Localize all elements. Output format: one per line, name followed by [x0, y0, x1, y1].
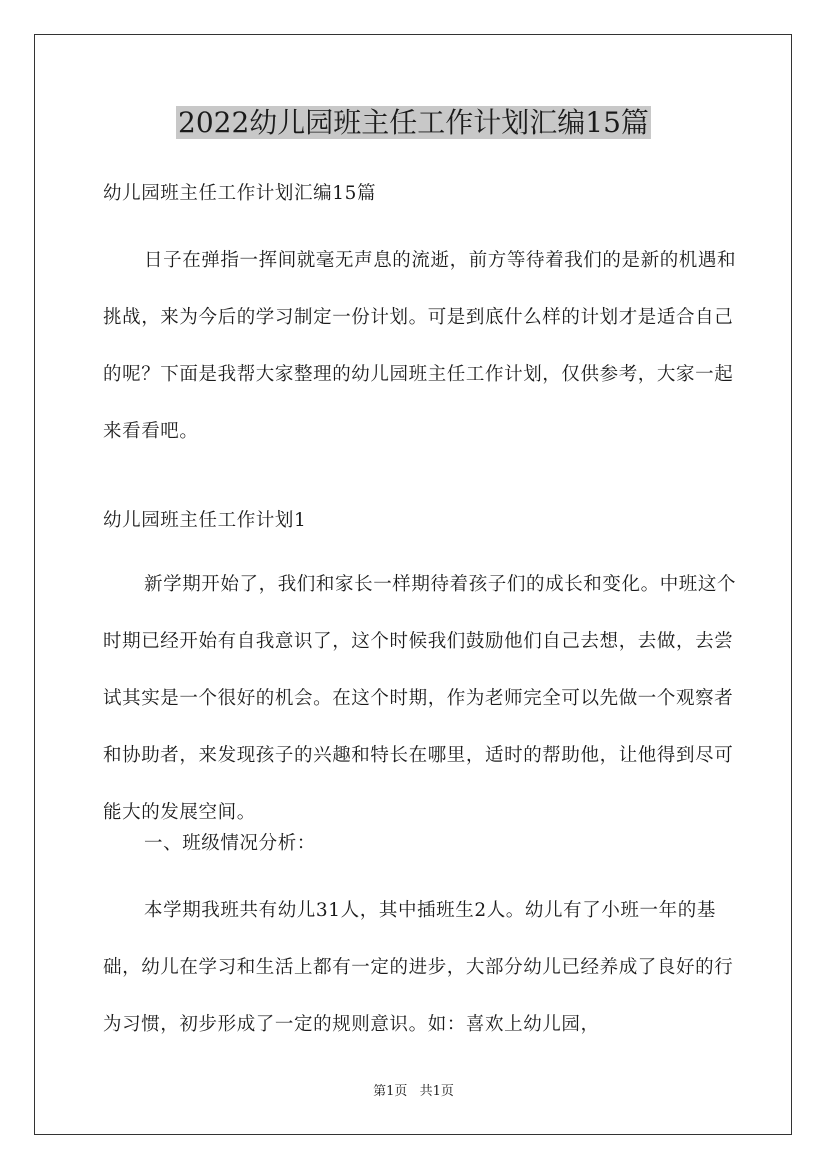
page-number: 第1页 [373, 1084, 408, 1099]
intro-paragraph: 日子在弹指一挥间就毫无声息的流逝，前方等待着我们的是新的机遇和挑战，来为今后的学习制定一份计划。可是到底什么样的计划才是适合自己的呢？下面是我帮大家整理的幼儿园班主任工作计划，仅供参考，大家一起来看看吧。 [103, 250, 737, 442]
page-total: 共1页 [419, 1084, 454, 1099]
document-subtitle: 幼儿园班主任工作计划汇编15篇 [103, 183, 377, 204]
document-title [0, 103, 827, 143]
outline-heading: 一、班级情况分析： [144, 833, 316, 854]
document-title-text: 2022幼儿园班主任工作计划汇编15篇 [178, 106, 649, 139]
body-paragraph-1: 新学期开始了，我们和家长一样期待着孩子们的成长和变化。中班这个时期已经开始有自我意识了，这个时候我们鼓励他们自己去想，去做，去尝试其实是一个很好的机会。在这个时期，作为老师完全可以先做一个观察者和协助者，来发现孩子的兴趣和特长在哪里，适时的帮助他，让他得到尽可能大的发展空间。 [103, 574, 737, 823]
body-paragraph-2: 本学期我班共有幼儿31人，其中插班生2人。幼儿有了小班一年的基础，幼儿在学习和生活上都有一定的进步，大部分幼儿已经养成了良好的行为习惯，初步形成了一定的规则意识。如：喜欢上幼儿园， [103, 900, 734, 1035]
page-footer [0, 1083, 827, 1101]
section-heading: 幼儿园班主任工作计划1 [103, 510, 307, 531]
